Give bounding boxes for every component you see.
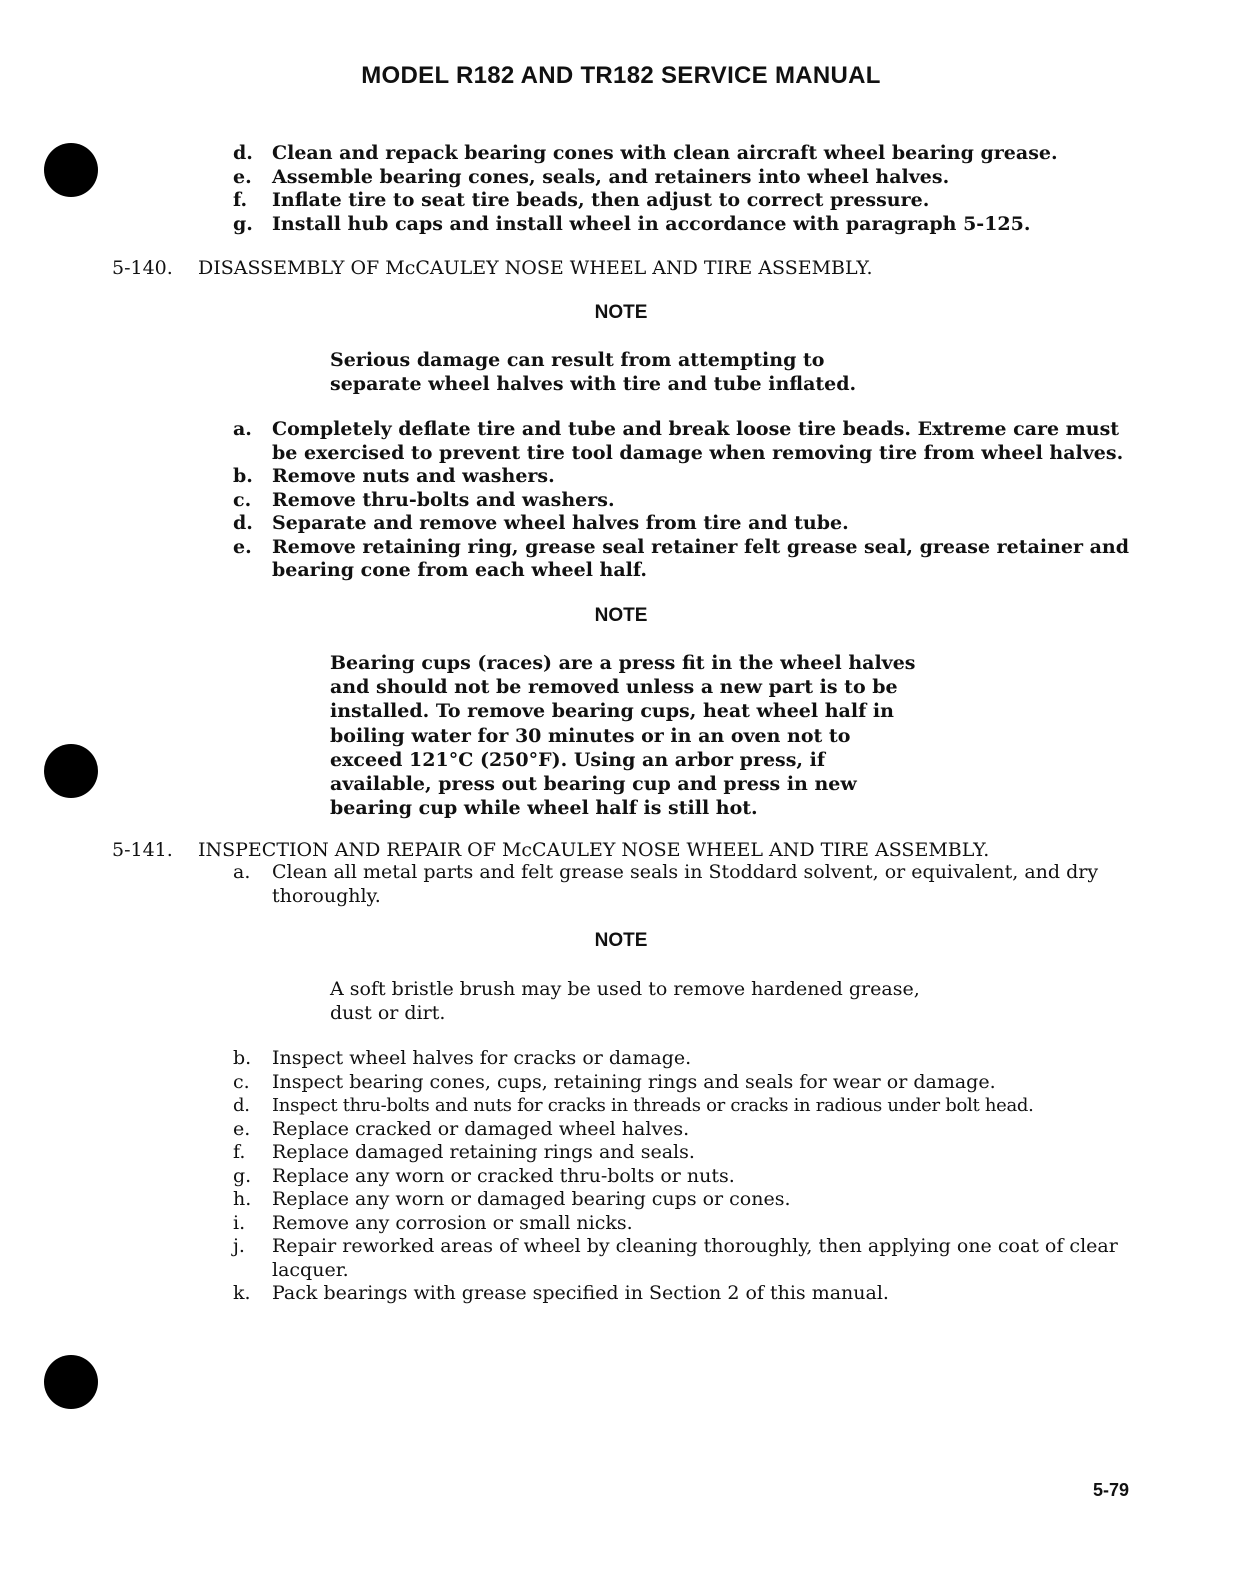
step-text: Clean and repack bearing cones with clean aircraft wheel bearing grease. [272,142,1058,164]
step-text: Replace cracked or damaged wheel halves. [272,1117,690,1140]
step-letter: c. [233,488,252,511]
page-title: MODEL R182 AND TR182 SERVICE MANUAL [361,62,881,89]
step-letter: a. [233,418,252,440]
list-item [0,213,1242,237]
list-item [0,1047,1242,1071]
step-text: Replace damaged retaining rings and seals. [272,1141,695,1163]
list-item [0,1165,1242,1189]
binder-hole-middle [44,744,98,798]
step-text: Clean all metal parts and felt grease seals in Stoddard solvent, or equivalent, and dry thoroughly. [272,861,1099,907]
step-text: Remove thru-bolts and washers. [272,488,615,511]
section-heading-5-140 [112,256,1172,280]
step-text: Pack bearings with grease specified in Section 2 of this manual. [272,1282,889,1304]
step-text: Completely deflate tire and tube and break loose tire beads. Extreme care must be exercised to prevent tire tool damage when removing tire from wheel halves. [272,418,1124,464]
list-item [0,142,1242,166]
note-text: A soft bristle brush may be used to remove hardened grease, dust or dirt. [330,978,920,1025]
list-item [0,512,1242,536]
list-item [0,189,1242,213]
list-item [0,536,1242,583]
section-number: 5-140. [112,257,173,279]
step-letter: d. [233,512,253,534]
continued-steps-list [0,142,1242,236]
disassembly-steps-list [0,418,1242,583]
note-title: NOTE [594,930,648,951]
section-title: INSPECTION AND REPAIR OF McCAULEY NOSE WHEEL AND TIRE ASSEMBLY. [198,839,990,861]
note-title: NOTE [594,605,648,626]
step-text: Remove any corrosion or small nicks. [272,1211,633,1234]
step-text: Inspect wheel halves for cracks or damage. [272,1047,692,1069]
step-letter: d. [233,1095,250,1116]
step-text: Inspect bearing cones, cups, retaining rings and seals for wear or damage. [272,1070,996,1093]
page-number: 5-79 [1092,1480,1129,1500]
note-title: NOTE [594,302,648,323]
list-item [0,861,1242,908]
list-item [0,1282,1242,1306]
step-letter: c. [233,1070,250,1093]
step-letter: e. [233,535,252,558]
step-letter: d. [233,142,253,164]
step-letter: e. [233,165,252,188]
step-text: Install hub caps and install wheel in accordance with paragraph 5-125. [272,212,1031,235]
section-title: DISASSEMBLY OF McCAULEY NOSE WHEEL AND TIRE ASSEMBLY. [198,257,873,279]
step-text: Replace any worn or damaged bearing cups or cones. [272,1188,791,1210]
step-text: Remove nuts and washers. [272,465,555,487]
step-text: Inflate tire to seat tire beads, then adjust to correct pressure. [272,189,930,211]
list-item [0,1071,1242,1095]
list-item [0,489,1242,513]
step-letter: f. [233,1141,246,1163]
list-item [0,1141,1242,1165]
step-text: Separate and remove wheel halves from tire and tube. [272,512,849,534]
step-letter: b. [233,465,253,487]
step-letter: k. [233,1282,251,1304]
inspection-step-a [0,861,1242,908]
step-text: Remove retaining ring, grease seal retainer felt grease seal, grease retainer and bearing cone from each wheel half. [272,535,1130,581]
step-letter: h. [233,1188,252,1210]
list-item [0,1118,1242,1142]
step-text: Repair reworked areas of wheel by cleaning thoroughly, then applying one coat of clear lacquer. [272,1235,1118,1281]
inspection-steps-list [0,1047,1242,1306]
note-text: Serious damage can result from attempting to separate wheel halves with tire and tube inflated. [330,349,857,396]
step-letter: j. [233,1235,245,1257]
list-item [0,418,1242,465]
section-number: 5-141. [112,839,173,861]
step-letter: g. [233,212,253,235]
step-letter: e. [233,1117,251,1140]
step-letter: i. [233,1211,246,1234]
section-heading-5-141 [112,838,1172,862]
list-item [0,1212,1242,1236]
list-item [0,166,1242,190]
list-item [0,1235,1242,1282]
step-letter: a. [233,861,251,883]
step-text: Replace any worn or cracked thru-bolts or nuts. [272,1164,735,1187]
step-letter: f. [233,189,248,211]
step-letter: b. [233,1047,252,1069]
list-item [0,465,1242,489]
binder-hole-bottom [44,1355,98,1409]
step-letter: g. [233,1164,252,1187]
list-item [0,1094,1242,1118]
list-item [0,1188,1242,1212]
step-text: Inspect thru-bolts and nuts for cracks in threads or cracks in radious under bolt head. [272,1095,1034,1116]
step-text: Assemble bearing cones, seals, and retainers into wheel halves. [272,165,950,188]
note-text: Bearing cups (races) are a press fit in the wheel halves and should not be removed unless a new part is to be installed. To remove bearing cups, heat wheel half in boiling water for 30 minutes or in an oven not to exceed 121°C (250°F). Using an arbor press, if available, press out bearing cup and press in new bearing cup while wheel half is still hot. [330,652,916,820]
